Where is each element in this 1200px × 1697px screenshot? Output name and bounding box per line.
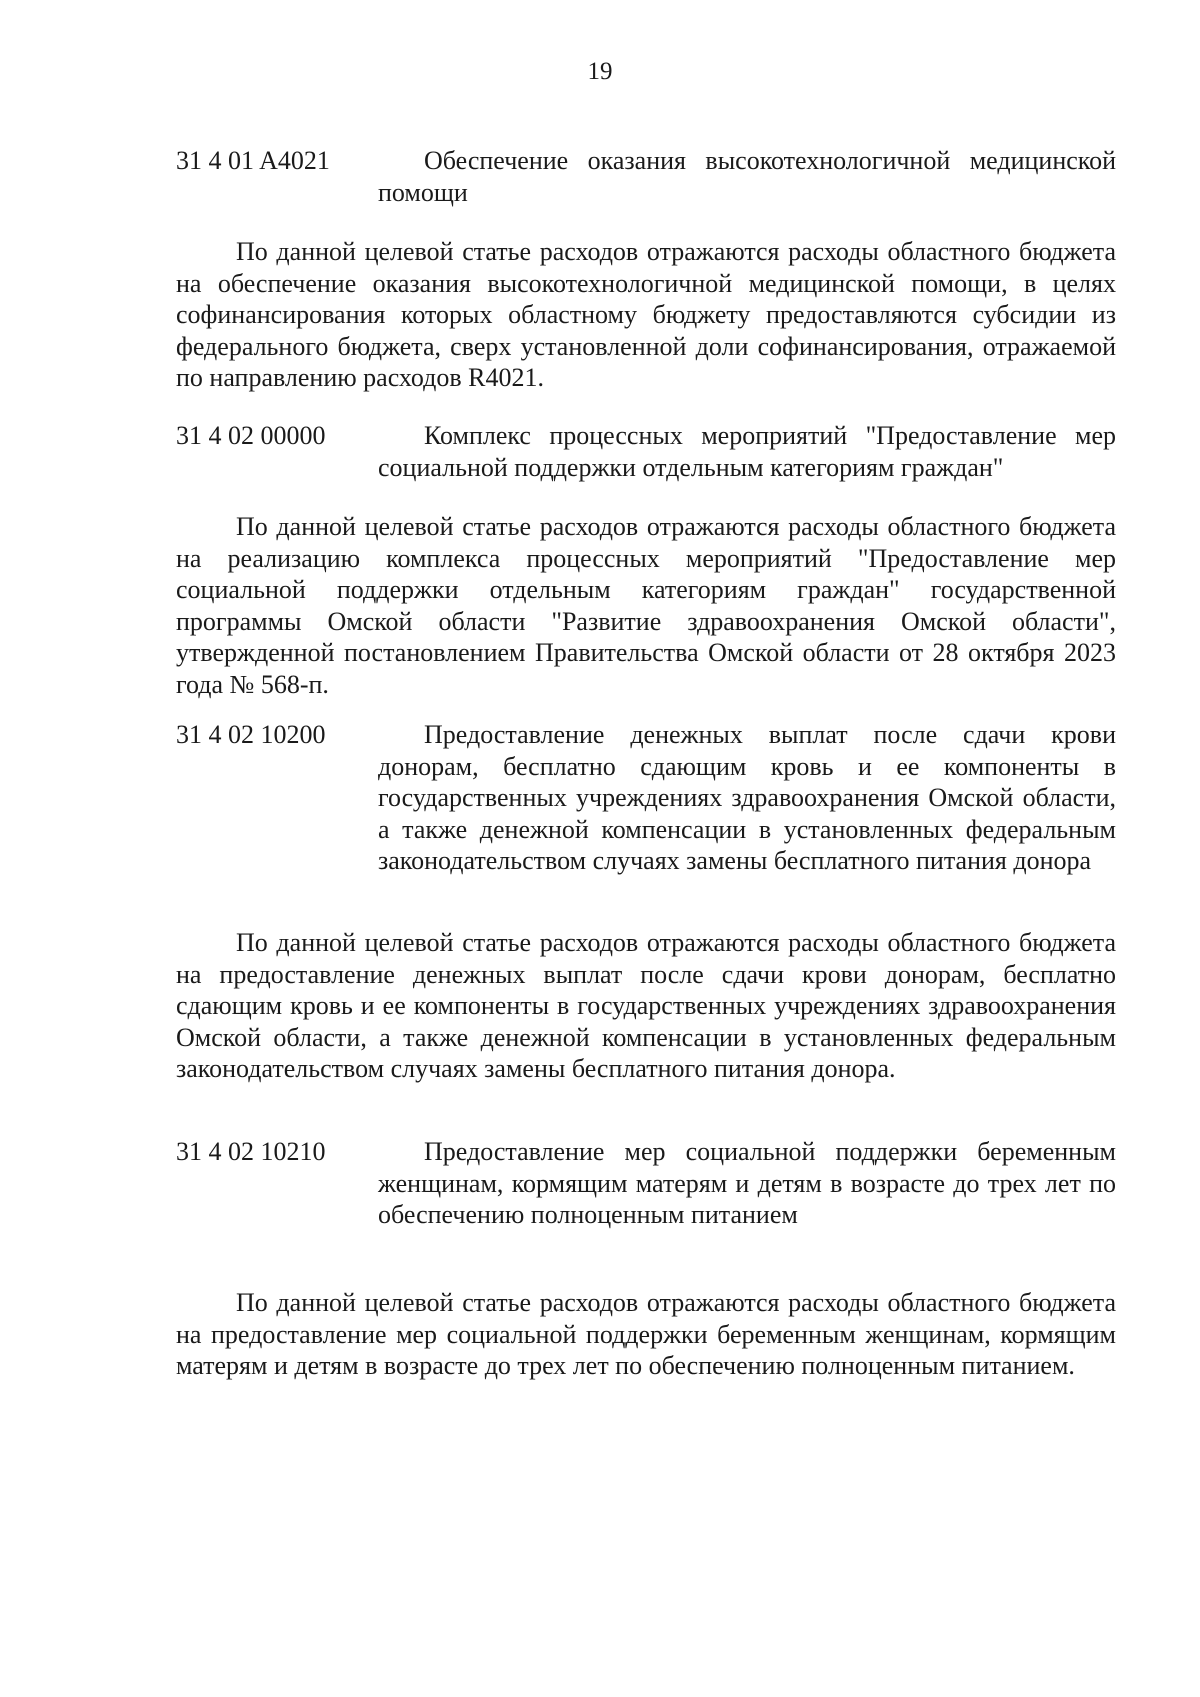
budget-entry-description: По данной целевой статье расходов отражаются расходы областного бюджета на реализацию комплекса процессных мероприятий "Предоставление мер социальной поддержки отдельным категориям граждан" государственной программы Омской области "Развитие здравоохранения Омской области", утвержденной постановлением Правительства Омской области от 28 октября 2023 года № 568-п.: [176, 512, 1116, 699]
budget-code: 31 4 02 10210: [176, 1137, 326, 1166]
budget-entry-heading: [176, 420, 1116, 483]
budget-entry-heading: [176, 1136, 1116, 1231]
budget-entry-description: По данной целевой статье расходов отражаются расходы областного бюджета на предоставление денежных выплат после сдачи крови донорам, бесплатно сдающим кровь и ее компоненты в государственных учреждениях здравоохранения Омской области, а также денежной компенсации в установленных федеральным законодательством случаях замены бесплатного питания донора.: [176, 928, 1116, 1083]
budget-code: 31 4 01 A4021: [176, 146, 330, 175]
budget-entry-title: Комплекс процессных мероприятий "Предоставление мер социальной поддержки отдельным категориям граждан": [378, 421, 1116, 482]
budget-entry-description: По данной целевой статье расходов отражаются расходы областного бюджета на предоставление мер социальной поддержки беременным женщинам, кормящим матерям и детям в возрасте до трех лет по обеспечению полноценным питанием.: [176, 1288, 1116, 1380]
budget-entry-description: По данной целевой статье расходов отражаются расходы областного бюджета на обеспечение оказания высокотехнологичной медицинской помощи, в целях софинансирования которых областному бюджету предоставляются субсидии из федерального бюджета, сверх установленной доли софинансирования, отражаемой по направлению расходов R4021.: [176, 237, 1116, 392]
budget-code: 31 4 02 10200: [176, 720, 326, 749]
budget-code: 31 4 02 00000: [176, 421, 326, 450]
budget-entry-title: Предоставление денежных выплат после сдачи крови донорам, бесплатно сдающим кровь и ее компоненты в государственных учреждениях здравоохранения Омской области, а также денежной компенсации в установленных федеральным законодательством случаях замены бесплатного питания донора: [378, 720, 1116, 875]
budget-entry-heading: [176, 719, 1116, 877]
budget-entry-heading: [176, 145, 1116, 208]
page-number: 19: [587, 58, 613, 85]
budget-entry-title: Обеспечение оказания высокотехнологичной медицинской помощи: [378, 146, 1116, 207]
budget-entry-title: Предоставление мер социальной поддержки беременным женщинам, кормящим матерям и детям в возрасте до трех лет по обеспечению полноценным питанием: [378, 1137, 1116, 1229]
